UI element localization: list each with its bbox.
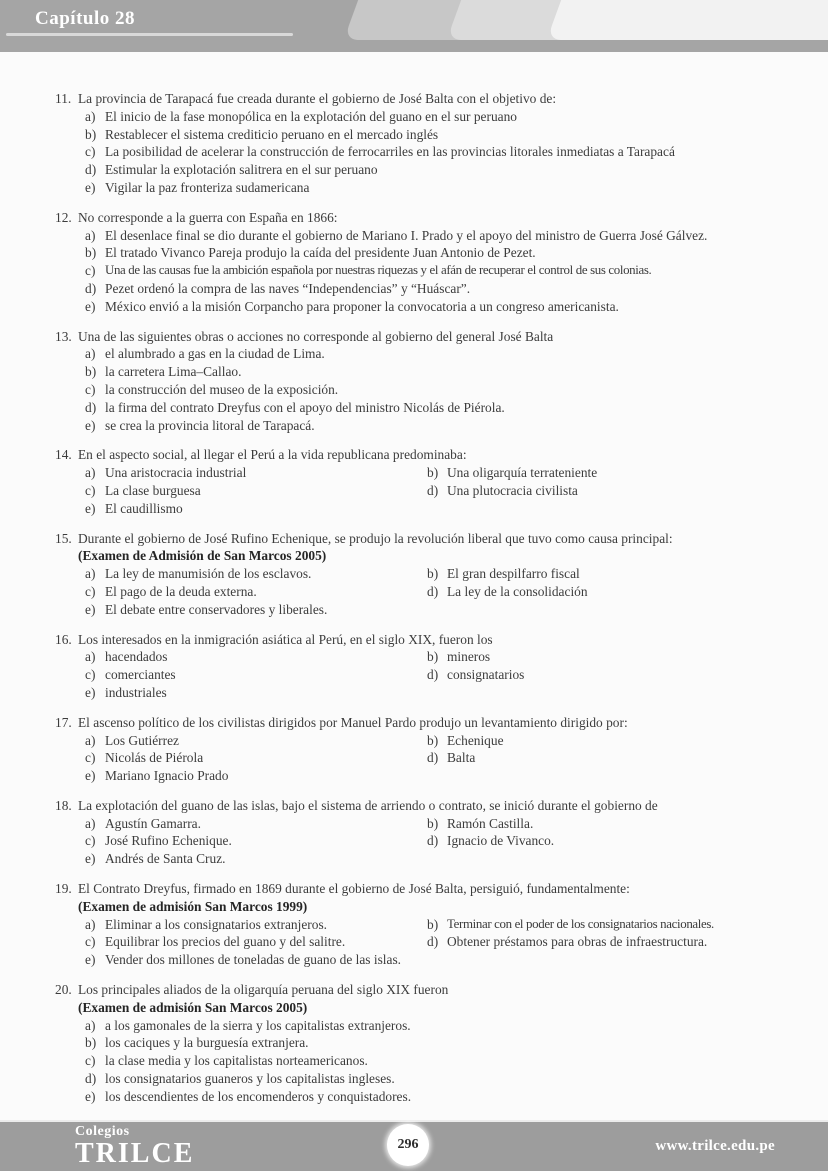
page-number-badge xyxy=(387,1124,429,1166)
option-letter: d) xyxy=(427,667,439,683)
option-row xyxy=(420,583,792,601)
question-number: 14. xyxy=(55,447,72,463)
option-text: consignatarios xyxy=(447,667,525,683)
option-row xyxy=(78,666,420,684)
option-letter: b) xyxy=(427,815,439,831)
question-block xyxy=(55,328,792,435)
option-text: Vender dos millones de toneladas de guano de las islas. xyxy=(105,952,402,968)
option-text: Una oligarquía terrateniente xyxy=(447,465,598,481)
option-letter: e) xyxy=(85,1088,96,1104)
options-list xyxy=(78,815,792,868)
question-body xyxy=(78,631,792,702)
option-text: se crea la provincia litoral de Tarapacá. xyxy=(105,417,315,433)
page-number: 296 xyxy=(397,1137,419,1152)
options-list xyxy=(78,648,792,701)
option-text: Una aristocracia industrial xyxy=(105,465,247,481)
option-row xyxy=(78,464,420,482)
option-text: la firma del contrato Dreyfus con el apoyo del ministro Nicolás de Piérola. xyxy=(105,399,505,415)
option-letter: e) xyxy=(85,417,96,433)
question-stem: Durante el gobierno de José Rufino Echenique, se produjo la revolución liberal que tuvo como causa principal: xyxy=(78,530,673,546)
option-text: Ignacio de Vivanco. xyxy=(447,833,555,849)
option-letter: e) xyxy=(85,851,96,867)
option-row xyxy=(78,161,792,179)
option-row xyxy=(420,565,792,583)
option-text: Mariano Ignacio Prado xyxy=(105,768,229,784)
question-number: 18. xyxy=(55,797,72,813)
option-text: El debate entre conservadores y liberales. xyxy=(105,601,328,617)
option-letter: b) xyxy=(427,566,439,582)
option-row xyxy=(78,767,420,785)
option-letter: a) xyxy=(85,916,96,932)
option-letter: e) xyxy=(85,952,96,968)
option-letter: d) xyxy=(85,280,97,296)
option-letter: c) xyxy=(85,144,96,160)
option-letter: d) xyxy=(85,162,97,178)
title-underline xyxy=(6,33,293,36)
option-text: los caciques y la burguesía extranjera. xyxy=(105,1035,309,1051)
option-row xyxy=(78,227,792,245)
option-row xyxy=(78,565,420,583)
question-block xyxy=(55,209,792,316)
brand-colegios-label: Colegios xyxy=(75,1124,130,1139)
option-letter: a) xyxy=(85,1017,96,1033)
option-row xyxy=(420,732,792,750)
option-row xyxy=(78,417,792,435)
option-letter: e) xyxy=(85,684,96,700)
option-letter: a) xyxy=(85,465,96,481)
option-text: La ley de manumisión de los esclavos. xyxy=(105,566,312,582)
question-block xyxy=(55,446,792,517)
option-text: Ramón Castilla. xyxy=(447,815,534,831)
option-letter: d) xyxy=(427,934,439,950)
options-list xyxy=(78,565,792,618)
option-text: Vigilar la paz fronteriza sudamericana xyxy=(105,179,310,195)
chapter-header xyxy=(0,0,828,52)
option-row xyxy=(420,916,792,934)
option-letter: c) xyxy=(85,381,96,397)
option-letter: a) xyxy=(85,108,96,124)
question-block xyxy=(55,530,792,619)
option-letter: c) xyxy=(85,667,96,683)
option-text: El inicio de la fase monopólica en la explotación del guano en el sur peruano xyxy=(105,108,517,124)
brand-trilce-label: TRILCE xyxy=(75,1138,195,1169)
option-letter: a) xyxy=(85,346,96,362)
option-letter: d) xyxy=(427,583,439,599)
question-number: 20. xyxy=(55,982,72,998)
option-letter: c) xyxy=(85,263,96,279)
option-row xyxy=(78,126,792,144)
option-text: El tratado Vivanco Pareja produjo la caída del presidente Juan Antonio de Pezet. xyxy=(105,245,536,261)
option-row xyxy=(78,583,420,601)
question-body xyxy=(78,981,792,1106)
option-text: El gran despilfarro fiscal xyxy=(447,566,580,582)
option-letter: d) xyxy=(85,399,97,415)
website-url: www.trilce.edu.pe xyxy=(655,1138,775,1154)
option-row xyxy=(420,832,792,850)
option-text: los descendientes de los encomenderos y conquistadores. xyxy=(105,1088,412,1104)
option-letter: d) xyxy=(85,1071,97,1087)
option-letter: a) xyxy=(85,649,96,665)
option-letter: a) xyxy=(85,566,96,582)
option-row xyxy=(78,500,420,518)
option-row xyxy=(78,482,420,500)
question-block xyxy=(55,631,792,702)
exam-source-tag: (Examen de Admisión de San Marcos 2005) xyxy=(78,548,327,564)
question-number: 19. xyxy=(55,881,72,897)
question-stem: Los principales aliados de la oligarquía peruana del siglo XIX fueron xyxy=(78,982,449,998)
question-stem: El Contrato Dreyfus, firmado en 1869 durante el gobierno de José Balta, persiguió, fundamentalmente: xyxy=(78,881,630,897)
option-text: Una de las causas fue la ambición española por nuestras riquezas y el afán de recuperar el control de sus colonias. xyxy=(105,263,652,278)
question-body xyxy=(78,714,792,785)
option-text: hacendados xyxy=(105,649,168,665)
chapter-title: Capítulo 28 xyxy=(35,8,135,29)
question-stem: La explotación del guano de las islas, bajo el sistema de arriendo o contrato, se inició durante el gobierno de xyxy=(78,797,658,813)
option-text: La posibilidad de acelerar la construcción de ferrocarriles en las provincias litorales inmediatas a Tarapacá xyxy=(105,144,675,160)
option-row xyxy=(78,1034,792,1052)
option-text: Obtener préstamos para obras de infraestructura. xyxy=(447,934,708,950)
options-list xyxy=(78,732,792,785)
option-letter: c) xyxy=(85,583,96,599)
question-number: 12. xyxy=(55,209,72,225)
option-letter: b) xyxy=(427,732,439,748)
option-text: El pago de la deuda externa. xyxy=(105,583,257,599)
option-letter: e) xyxy=(85,768,96,784)
question-stem: Los interesados en la inmigración asiática al Perú, en el siglo XIX, fueron los xyxy=(78,631,493,647)
option-row xyxy=(78,179,792,197)
option-text: la construcción del museo de la exposición. xyxy=(105,381,339,397)
option-text: La ley de la consolidación xyxy=(447,583,588,599)
option-text: la clase media y los capitalistas norteamericanos. xyxy=(105,1053,368,1069)
question-body xyxy=(78,209,792,316)
option-text: Balta xyxy=(447,750,476,766)
option-row xyxy=(78,108,792,126)
header-swoosh-shape xyxy=(547,0,828,40)
option-letter: b) xyxy=(427,649,439,665)
option-row xyxy=(420,482,792,500)
option-text: La clase burguesa xyxy=(105,482,201,498)
option-letter: b) xyxy=(85,364,97,380)
option-text: Agustín Gamarra. xyxy=(105,815,201,831)
question-number: 15. xyxy=(55,530,72,546)
option-row xyxy=(420,666,792,684)
option-text: Nicolás de Piérola xyxy=(105,750,204,766)
option-row xyxy=(78,916,420,934)
option-letter: c) xyxy=(85,1053,96,1069)
options-list xyxy=(78,108,792,197)
options-list xyxy=(78,464,792,517)
option-text: Andrés de Santa Cruz. xyxy=(105,851,226,867)
option-row xyxy=(78,933,420,951)
option-row xyxy=(78,143,792,161)
options-list xyxy=(78,1017,792,1106)
option-row xyxy=(78,244,792,262)
option-text: los consignatarios guaneros y los capitalistas ingleses. xyxy=(105,1071,395,1087)
option-text: industriales xyxy=(105,684,167,700)
option-row xyxy=(420,648,792,666)
option-row xyxy=(78,399,792,417)
option-letter: d) xyxy=(427,750,439,766)
question-block xyxy=(55,880,792,969)
option-row xyxy=(78,262,792,280)
option-letter: d) xyxy=(427,833,439,849)
option-letter: e) xyxy=(85,500,96,516)
question-number: 16. xyxy=(55,631,72,647)
option-letter: b) xyxy=(427,916,439,932)
question-body xyxy=(78,446,792,517)
option-text: Equilibrar los precios del guano y del salitre. xyxy=(105,934,346,950)
option-row xyxy=(78,1070,792,1088)
option-row xyxy=(78,345,792,363)
option-row xyxy=(420,749,792,767)
question-block xyxy=(55,797,792,868)
question-block xyxy=(55,90,792,197)
exam-source-tag: (Examen de admisión San Marcos 2005) xyxy=(78,999,308,1015)
option-letter: c) xyxy=(85,482,96,498)
option-row xyxy=(420,464,792,482)
question-stem: Una de las siguientes obras o acciones no corresponde al gobierno del general José Balta xyxy=(78,328,554,344)
option-text: el alumbrado a gas en la ciudad de Lima. xyxy=(105,346,325,362)
option-letter: e) xyxy=(85,179,96,195)
option-text: El caudillismo xyxy=(105,500,183,516)
option-letter: b) xyxy=(85,245,97,261)
option-letter: b) xyxy=(427,465,439,481)
option-text: Echenique xyxy=(447,732,504,748)
option-row xyxy=(78,732,420,750)
question-body xyxy=(78,797,792,868)
question-number: 13. xyxy=(55,328,72,344)
option-text: comerciantes xyxy=(105,667,176,683)
option-letter: c) xyxy=(85,750,96,766)
option-text: México envió a la misión Corpancho para proponer la convocatoria a un congreso americanista. xyxy=(105,298,619,314)
option-letter: c) xyxy=(85,833,96,849)
option-text: a los gamonales de la sierra y los capitalistas extranjeros. xyxy=(105,1017,411,1033)
options-list xyxy=(78,345,792,434)
option-text: la carretera Lima–Callao. xyxy=(105,364,242,380)
question-block xyxy=(55,714,792,785)
option-text: Estimular la explotación salitrera en el sur peruano xyxy=(105,162,378,178)
option-letter: b) xyxy=(85,1035,97,1051)
option-letter: e) xyxy=(85,298,96,314)
option-letter: e) xyxy=(85,601,96,617)
option-letter: c) xyxy=(85,934,96,950)
trilce-logo xyxy=(75,1125,194,1168)
option-row xyxy=(78,1017,792,1035)
option-row xyxy=(78,684,420,702)
option-row xyxy=(78,381,792,399)
option-row xyxy=(420,933,792,951)
option-letter: a) xyxy=(85,227,96,243)
options-list xyxy=(78,916,792,969)
option-text: Pezet ordenó la compra de las naves “Independencias” y “Huáscar”. xyxy=(105,280,471,296)
option-text: Terminar con el poder de los consignatarios nacionales. xyxy=(447,916,714,931)
option-text: José Rufino Echenique. xyxy=(105,833,232,849)
option-row xyxy=(78,815,420,833)
options-list xyxy=(78,227,792,316)
option-letter: b) xyxy=(85,126,97,142)
question-stem: La provincia de Tarapacá fue creada durante el gobierno de José Balta con el objetivo de: xyxy=(78,91,557,106)
option-row xyxy=(78,749,420,767)
option-text: Una plutocracia civilista xyxy=(447,482,578,498)
question-stem: El ascenso político de los civilistas dirigidos por Manuel Pardo produjo un levantamiento dirigido por: xyxy=(78,714,628,730)
question-body xyxy=(78,880,792,969)
question-body xyxy=(78,530,792,619)
question-block xyxy=(55,981,792,1106)
option-text: Los Gutiérrez xyxy=(105,732,179,748)
option-row xyxy=(78,951,420,969)
question-stem: No corresponde a la guerra con España en 1866: xyxy=(78,209,338,225)
option-row xyxy=(78,1052,792,1070)
option-row xyxy=(78,648,420,666)
question-stem: En el aspecto social, al llegar el Perú a la vida republicana predominaba: xyxy=(78,447,467,463)
questions-list xyxy=(0,52,828,1118)
option-text: Restablecer el sistema crediticio peruano en el mercado inglés xyxy=(105,126,439,142)
option-row xyxy=(78,280,792,298)
option-row xyxy=(78,601,420,619)
question-body xyxy=(78,328,792,435)
option-row xyxy=(420,815,792,833)
option-letter: a) xyxy=(85,732,96,748)
question-number: 11. xyxy=(55,91,72,106)
option-row xyxy=(78,1088,792,1106)
option-letter: d) xyxy=(427,482,439,498)
option-text: El desenlace final se dio durante el gobierno de Mariano I. Prado y el apoyo del ministro de Guerra José Gálvez. xyxy=(105,227,708,243)
exam-source-tag: (Examen de admisión San Marcos 1999) xyxy=(78,898,308,914)
option-row xyxy=(78,850,420,868)
question-number: 17. xyxy=(55,714,72,730)
page-footer xyxy=(0,1120,828,1171)
option-letter: a) xyxy=(85,815,96,831)
option-row xyxy=(78,832,420,850)
question-body xyxy=(78,90,792,197)
option-text: Eliminar a los consignatarios extranjeros. xyxy=(105,916,327,932)
option-row xyxy=(78,298,792,316)
option-row xyxy=(78,363,792,381)
option-text: mineros xyxy=(447,649,491,665)
